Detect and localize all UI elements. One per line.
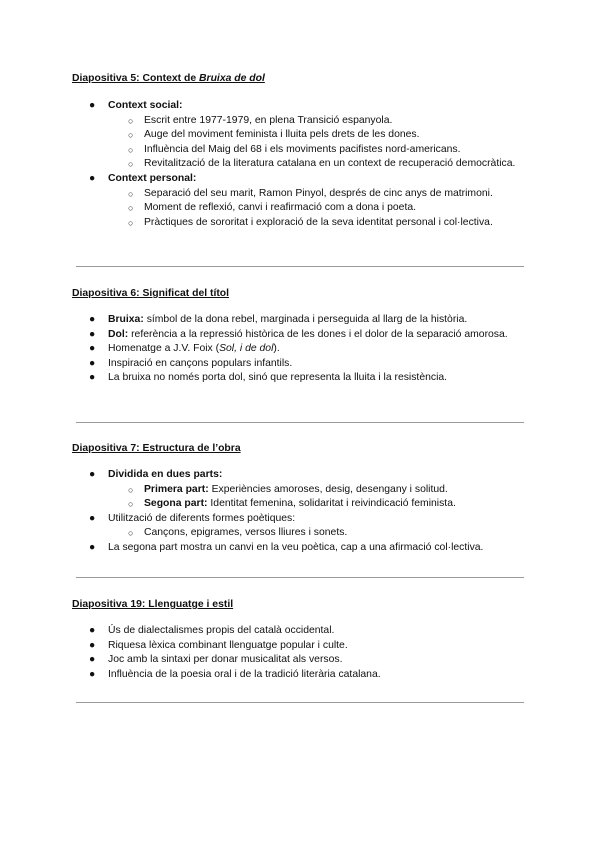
item-text: Moment de reflexió, canvi i reafirmació com a dona i poeta.: [144, 202, 417, 214]
sub-list-item: [72, 216, 532, 231]
list-item: [72, 512, 532, 527]
bullet-icon: ●: [89, 668, 96, 680]
item-label: Bruixa:: [108, 314, 144, 325]
item-text: Auge del moviment feminista i lluita pels drets de les dones.: [144, 129, 420, 141]
bullet-icon: ●: [89, 172, 96, 184]
sub-list-item: [72, 526, 532, 541]
list-item: [72, 342, 532, 357]
section-diapositiva-5: [72, 72, 532, 230]
item-text: Influència de la poesia oral i de la tradició literària catalana.: [108, 668, 381, 680]
bullet-list: [72, 99, 532, 230]
sub-list-item: [72, 187, 532, 202]
circle-bullet-icon: ○: [128, 484, 134, 495]
list-item: [72, 172, 532, 187]
item-text: Cançons, epigrames, versos lliures i sonets.: [144, 527, 348, 539]
item-text: La bruixa no només porta dol, sinó que representa la lluita i la resistència.: [108, 372, 448, 384]
list-item: [72, 468, 532, 483]
circle-bullet-icon: ○: [128, 217, 134, 228]
item-label: Dividida en dues parts:: [108, 469, 223, 480]
item-text: símbol de la dona rebel, marginada i perseguida al llarg de la història.: [143, 314, 468, 325]
section-diapositiva-6: [72, 287, 532, 386]
bullet-icon: ●: [89, 328, 96, 340]
sub-list-item: [72, 114, 532, 129]
section-heading: Diapositiva 19: Llenguatge i estil: [72, 599, 234, 610]
horizontal-divider: [76, 422, 524, 423]
item-text: Joc amb la sintaxi per donar musicalitat als versos.: [108, 654, 343, 666]
horizontal-divider: [76, 577, 524, 578]
bullet-list: [72, 313, 532, 386]
item-text: Experiències amoroses, desig, desengany i solitud.: [208, 483, 448, 495]
bullet-list: [72, 468, 532, 556]
section-heading: [72, 72, 532, 86]
list-item: [72, 541, 532, 556]
item-text: Revitalització de la literatura catalana en un context de recuperació democràtica.: [144, 158, 516, 170]
list-item: [72, 357, 532, 372]
list-item: [72, 313, 532, 328]
list-item: [72, 99, 532, 114]
sub-list-item: [72, 157, 532, 172]
item-text: Pràctiques de sororitat i exploració de la seva identitat personal i col·lectiva.: [144, 216, 493, 228]
sub-list-item: [72, 128, 532, 143]
section-heading: Diapositiva 7: Estructura de l’obra: [72, 443, 241, 454]
section-diapositiva-7: [72, 442, 532, 556]
item-text: Escrit entre 1977-1979, en plena Transició espanyola.: [144, 114, 393, 126]
list-item: [72, 639, 532, 654]
heading-italic-title: Bruixa de dol: [199, 73, 265, 84]
horizontal-divider: [76, 266, 524, 267]
bullet-list: [72, 624, 532, 682]
bullet-icon: ●: [89, 541, 96, 553]
bullet-icon: ●: [89, 343, 96, 355]
circle-bullet-icon: ○: [128, 203, 134, 214]
item-text: Influència del Maig del 68 i els moviments pacifistes nord-americans.: [144, 143, 461, 155]
item-text: Ús de dialectalismes propis del català occidental.: [108, 625, 335, 636]
bullet-icon: ●: [89, 639, 96, 651]
bullet-icon: ●: [89, 469, 96, 480]
circle-bullet-icon: ○: [128, 528, 134, 539]
section-diapositiva-19: [72, 598, 532, 682]
heading-text: Diapositiva 5: Context de: [72, 73, 200, 84]
item-label: Context personal:: [108, 172, 197, 184]
item-text: Riquesa lèxica combinant llenguatge popular i culte.: [108, 639, 348, 651]
circle-bullet-icon: ○: [128, 144, 134, 155]
sub-list-item: [72, 483, 532, 498]
bullet-icon: ●: [89, 100, 96, 111]
item-label: Context social:: [108, 100, 183, 111]
bullet-icon: ●: [89, 654, 96, 666]
sub-list-item: [72, 201, 532, 216]
item-text: Homenatge a J.V. Foix (: [108, 343, 220, 355]
sub-list-item: [72, 497, 532, 512]
bullet-icon: ●: [89, 512, 96, 524]
item-label: Segona part:: [144, 498, 208, 510]
list-item: [72, 328, 532, 343]
item-text: La segona part mostra un canvi en la veu poètica, cap a una afirmació col·lectiva.: [108, 541, 484, 553]
circle-bullet-icon: ○: [128, 130, 134, 141]
item-text: Separació del seu marit, Ramon Pinyol, després de cinc anys de matrimoni.: [144, 187, 493, 199]
bullet-icon: ●: [89, 357, 96, 369]
section-heading: Diapositiva 6: Significat del títol: [72, 288, 230, 299]
item-text: Utilització de diferents formes poètiques:: [108, 512, 296, 524]
circle-bullet-icon: ○: [128, 499, 134, 510]
sub-list-item: [72, 143, 532, 158]
bullet-icon: ●: [89, 372, 96, 384]
bullet-icon: ●: [89, 625, 96, 636]
item-text: Identitat femenina, solidaritat i reivindicació feminista.: [207, 498, 456, 510]
circle-bullet-icon: ○: [128, 188, 134, 199]
list-item: [72, 653, 532, 668]
item-text: referència a la repressió històrica de les dones i el dolor de la separació amorosa.: [128, 328, 508, 340]
item-label: Primera part:: [144, 483, 209, 495]
item-italic-title: Sol, i de dol: [219, 343, 274, 355]
list-item: [72, 624, 532, 639]
item-text: ).: [273, 343, 280, 355]
horizontal-divider: [76, 702, 524, 703]
item-text: Inspiració en cançons populars infantils.: [108, 357, 293, 369]
bullet-icon: ●: [89, 314, 96, 325]
list-item: [72, 668, 532, 683]
list-item: [72, 371, 532, 386]
item-label: Dol:: [108, 328, 129, 340]
circle-bullet-icon: ○: [128, 159, 134, 170]
circle-bullet-icon: ○: [128, 115, 134, 126]
